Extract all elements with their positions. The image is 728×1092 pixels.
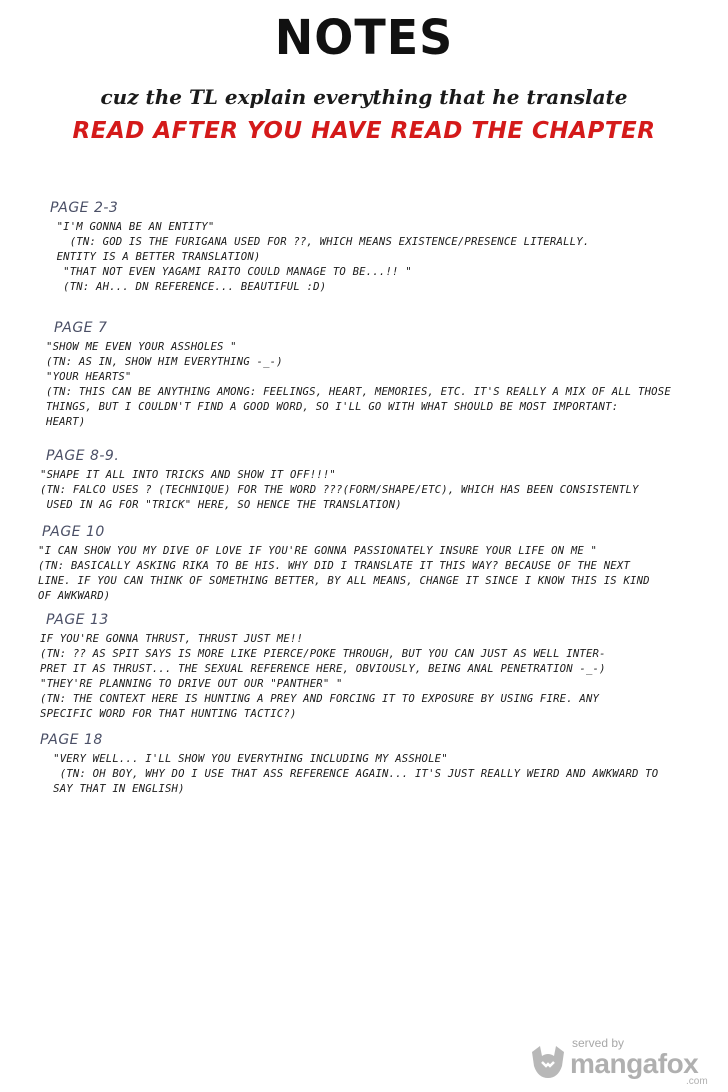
note-line: (TN: AS IN, SHOW HIM EVERYTHING -_-): [46, 356, 283, 368]
notes-section-page-13: [40, 612, 606, 722]
page-title: NOTES: [274, 8, 454, 66]
note-line: "I CAN SHOW YOU MY DIVE OF LOVE IF YOU'RE GONNA PASSIONATELY INSURE YOUR LIFE ON ME ": [38, 545, 598, 557]
note-line: (TN: OH BOY, WHY DO I USE THAT ASS REFERENCE AGAIN... IT'S JUST REALLY WEIRD AND AWKWARD TO: [40, 768, 659, 780]
note-line: THINGS, BUT I COULDN'T FIND A GOOD WORD, SO I'LL GO WITH WHAT SHOULD BE MOST IMPORTANT:: [46, 401, 619, 413]
note-line: SAY THAT IN ENGLISH): [40, 783, 185, 795]
note-line: (TN: THIS CAN BE ANYTHING AMONG: FEELINGS, HEART, MEMORIES, ETC. IT'S REALLY A MIX OF ALL THOSE: [46, 386, 671, 398]
note-line: (TN: FALCO USES ? (TECHNIQUE) FOR THE WORD ???(FORM/SHAPE/ETC), WHICH HAS BEEN CONSISTENTLY: [40, 484, 639, 496]
note-line: (TN: ?? AS SPIT SAYS IS MORE LIKE PIERCE/POKE THROUGH, BUT YOU CAN JUST AS WELL INTER-: [40, 648, 606, 660]
note-line: SPECIFIC WORD FOR THAT HUNTING TACTIC?): [40, 708, 297, 720]
section-heading: PAGE 7: [54, 320, 108, 336]
note-line: ENTITY IS A BETTER TRANSLATION): [50, 251, 261, 263]
note-line: OF AWKWARD): [38, 590, 111, 602]
note-line: USED IN AG FOR "TRICK" HERE, SO HENCE THE TRANSLATION): [40, 499, 402, 511]
notes-section-page-7: [46, 320, 671, 430]
section-heading: PAGE 2-3: [50, 200, 119, 216]
note-line: (TN: THE CONTEXT HERE IS HUNTING A PREY AND FORCING IT TO EXPOSURE BY USING FIRE. ANY: [40, 693, 600, 705]
note-line: "SHAPE IT ALL INTO TRICKS AND SHOW IT OFF!!!": [40, 469, 337, 481]
section-heading: PAGE 18: [40, 732, 103, 748]
note-line: (TN: AH... DN REFERENCE... BEAUTIFUL :D): [50, 281, 327, 293]
notes-section-page-8-9: [40, 448, 639, 513]
notes-section-page-10: [38, 524, 650, 604]
read-after-warning: READ AFTER YOU HAVE READ THE CHAPTER: [72, 118, 656, 144]
note-line: (TN: BASICALLY ASKING RIKA TO BE HIS. WHY DID I TRANSLATE IT THIS WAY? BECAUSE OF THE NEXT: [38, 560, 631, 572]
section-heading: PAGE 8-9.: [46, 448, 120, 464]
brand-name: mangafox: [570, 1048, 699, 1079]
note-line: "THEY'RE PLANNING TO DRIVE OUT OUR "PANTHER" ": [40, 678, 343, 690]
note-line: PRET IT AS THRUST... THE SEXUAL REFERENCE HERE, OBVIOUSLY, BEING ANAL PENETRATION -_-): [40, 663, 606, 675]
note-line: HEART): [46, 416, 86, 428]
mangafox-logo: [528, 1036, 724, 1086]
section-heading: PAGE 13: [46, 612, 109, 628]
page-subtitle: cuz the TL explain everything that he translate: [100, 85, 628, 109]
fox-head-icon: [528, 1044, 568, 1080]
served-by-label: served by: [572, 1036, 625, 1050]
note-line: "I'M GONNA BE AN ENTITY": [50, 221, 215, 233]
brand-domain: .com: [686, 1076, 708, 1087]
note-line: (TN: GOD IS THE FURIGANA USED FOR ??, WHICH MEANS EXISTENCE/PRESENCE LITERALLY.: [50, 236, 590, 248]
note-line: "VERY WELL... I'LL SHOW YOU EVERYTHING INCLUDING MY ASSHOLE": [40, 753, 448, 765]
note-line: "YOUR HEARTS": [46, 371, 132, 383]
note-line: IF YOU'RE GONNA THRUST, THRUST JUST ME!!: [40, 633, 304, 645]
notes-section-page-18: [40, 732, 658, 797]
note-line: LINE. IF YOU CAN THINK OF SOMETHING BETTER, BY ALL MEANS, CHANGE IT SINCE I KNOW THIS IS KIND: [38, 575, 650, 587]
section-heading: PAGE 10: [42, 524, 105, 540]
note-line: "SHOW ME EVEN YOUR ASSHOLES ": [46, 341, 237, 353]
note-line: "THAT NOT EVEN YAGAMI RAITO COULD MANAGE TO BE...!! ": [50, 266, 412, 278]
notes-section-page-2-3: [50, 200, 589, 295]
